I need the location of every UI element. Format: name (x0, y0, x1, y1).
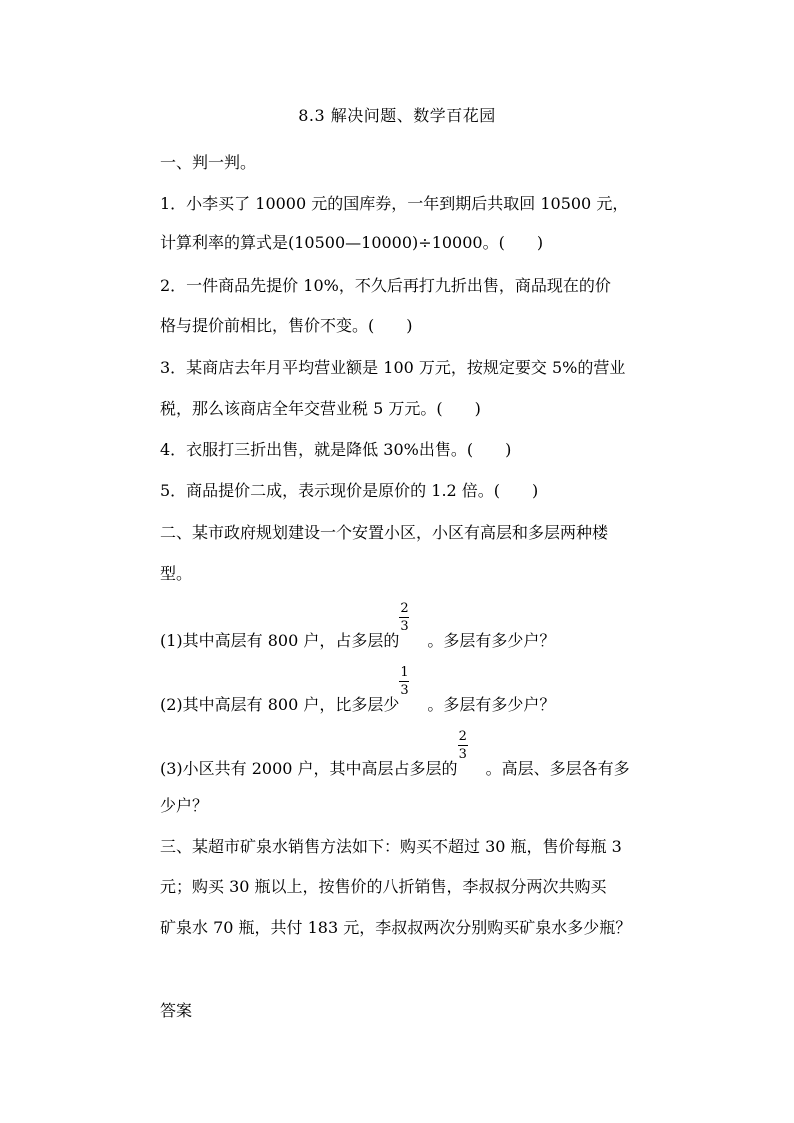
problem-2-question: 。多层有多少户？ (411, 695, 556, 714)
problem-1-question: 。多层有多少户？ (411, 631, 556, 650)
section2-heading-line2: 型。 (160, 564, 193, 583)
q1-line2: 计算利率的算式是(10500—10000)÷10000。( ) (160, 233, 544, 252)
q2-line1: 2．一件商品先提价 10%，不久后再打九折出售，商品现在的价 (160, 276, 611, 295)
q5-line: 5．商品提价二成，表示现价是原价的 1.2 倍。( ) (160, 481, 539, 500)
q1-line1: 1．小李买了 10000 元的国库券，一年到期后共取回 10500 元， (160, 194, 629, 213)
fraction (399, 665, 411, 710)
section2-heading-line1: 二、某市政府规划建设一个安置小区，小区有高层和多层两种楼 (160, 523, 609, 542)
section3-line3: 矿泉水 70 瓶，共付 183 元，李叔叔两次分别购买矿泉水多少瓶？ (160, 918, 632, 937)
fraction-bar (458, 745, 468, 746)
section3-line1: 三、某超市矿泉水销售方法如下：购买不超过 30 瓶，售价每瓶 3 (160, 837, 622, 856)
problem-3-line2: 少户？ (160, 796, 209, 815)
section1-heading: 一、判一判。 (160, 153, 257, 172)
problem-2-text: (2)其中高层有 800 户，比多层少 (160, 695, 400, 714)
q3-line1: 3．某商店去年月平均营业额是 100 万元，按规定要交 5%的营业 (160, 358, 626, 377)
problem-1-text: (1)其中高层有 800 户，占多层的 (160, 631, 400, 650)
q2-line2: 格与提价前相比，售价不变。( ) (160, 316, 413, 335)
fraction-denominator: 3 (400, 619, 409, 634)
problem-3-text: (3)小区共有 2000 户，其中高层占多层的 (160, 759, 458, 778)
answer-heading: 答案 (160, 1001, 193, 1020)
fraction-numerator: 1 (400, 665, 409, 680)
fraction (399, 601, 411, 646)
fraction-numerator: 2 (400, 601, 409, 616)
fraction-bar (399, 681, 409, 682)
q4-line: 4．衣服打三折出售，就是降低 30%出售。( ) (160, 440, 512, 459)
problem-2 (160, 665, 556, 715)
section3-line2: 元；购买 30 瓶以上，按售价的八折销售，李叔叔分两次共购买 (160, 877, 607, 896)
fraction-denominator: 3 (458, 747, 467, 762)
fraction-numerator: 2 (458, 729, 467, 744)
fraction-bar (399, 617, 409, 618)
fraction-denominator: 3 (400, 683, 409, 698)
q3-line2: 税，那么该商店全年交营业税 5 万元。( ) (160, 399, 481, 418)
page-title: 8.3 解决问题、数学百花园 (298, 106, 496, 125)
problem-3-question: 。高层、多层各有多 (469, 759, 630, 778)
fraction (458, 729, 470, 774)
problem-3-line1 (160, 729, 630, 779)
problem-1 (160, 601, 556, 651)
